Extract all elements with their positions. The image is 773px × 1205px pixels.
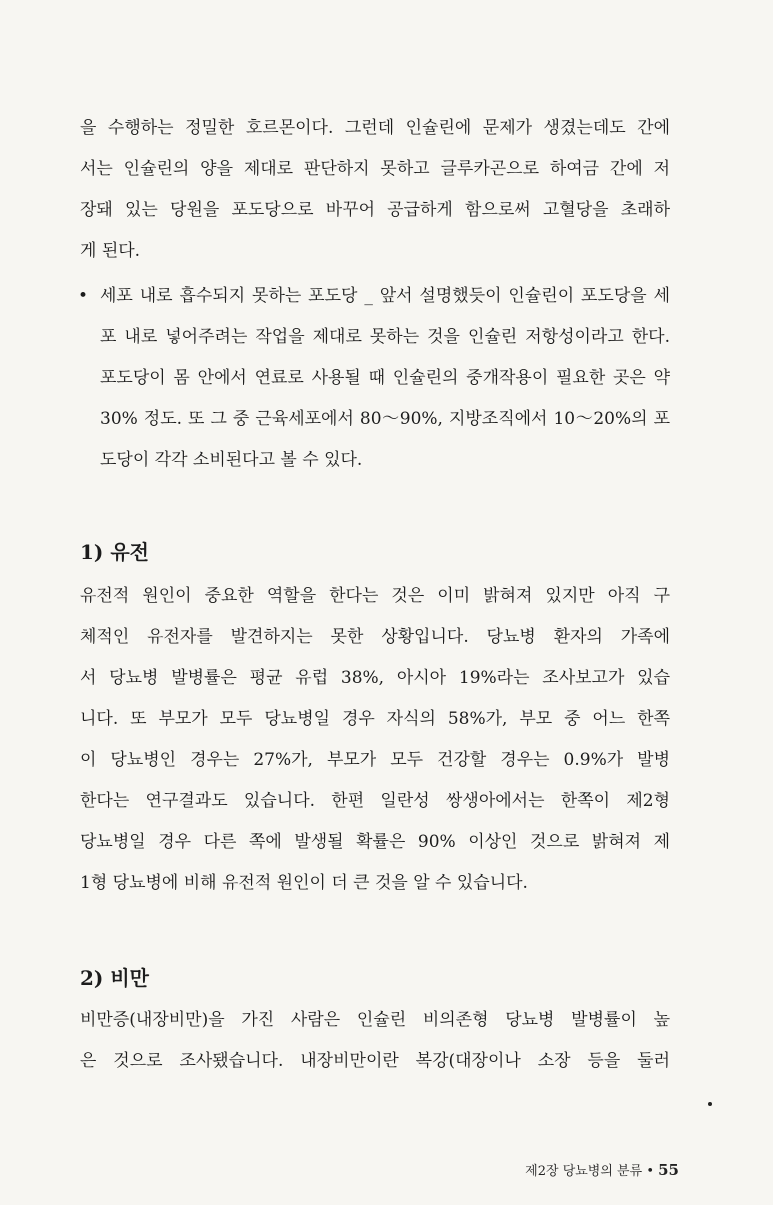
bullet-marker: • (78, 286, 89, 306)
bullet-paragraph (80, 276, 670, 481)
footer-separator: • (646, 1164, 654, 1179)
ink-speck (708, 1102, 712, 1106)
intro-paragraph (80, 108, 670, 272)
genetics-paragraph (80, 576, 670, 904)
text-line: 유전적 원인이 중요한 역할을 한다는 것은 이미 밝혀져 있지만 아직 구 (80, 586, 670, 606)
text-line: 은 것으로 조사됐습니다. 내장비만이란 복강(대장이나 소장 등을 둘러 (80, 1051, 670, 1071)
footer-chapter-title: 제2장 당뇨병의 분류 (525, 1164, 643, 1179)
text-line: 포도당이 몸 안에서 연료로 사용될 때 인슐린의 중개작용이 필요한 곳은 약 (100, 368, 670, 388)
text-line: 세포 내로 흡수되지 못하는 포도당 _ 앞서 설명했듯이 인슐린이 포도당을 세 (100, 286, 670, 306)
text-line: 장돼 있는 당원을 포도당으로 바꾸어 공급하게 함으로써 고혈당을 초래하 (80, 200, 670, 220)
text-line: 도당이 각각 소비된다고 볼 수 있다. (100, 450, 363, 470)
text-line: 당뇨병일 경우 다른 쪽에 발생될 확률은 90% 이상인 것으로 밝혀져 제 (80, 832, 670, 852)
section-heading-obesity: 2) 비만 (80, 966, 149, 990)
text-line: 한다는 연구결과도 있습니다. 한편 일란성 쌍생아에서는 한쪽이 제2형 (80, 791, 670, 811)
text-line: 서는 인슐린의 양을 제대로 판단하지 못하고 글루카곤으로 하여금 간에 저 (80, 159, 670, 179)
text-line: 비만증(내장비만)을 가진 사람은 인슐린 비의존형 당뇨병 발병률이 높 (80, 1010, 670, 1030)
text-line: 니다. 또 부모가 모두 당뇨병일 경우 자식의 58%가, 부모 중 어느 한쪽 (80, 709, 670, 729)
text-line: 게 된다. (80, 241, 141, 261)
text-line: 이 당뇨병인 경우는 27%가, 부모가 모두 건강할 경우는 0.9%가 발병 (80, 750, 670, 770)
text-line: 서 당뇨병 발병률은 평균 유럽 38%, 아시아 19%라는 조사보고가 있습 (80, 668, 670, 688)
text-line: 을 수행하는 정밀한 호르몬이다. 그런데 인슐린에 문제가 생겼는데도 간에 (80, 118, 670, 138)
text-line: 체적인 유전자를 발견하지는 못한 상황입니다. 당뇨병 환자의 가족에 (80, 627, 670, 647)
section-heading-genetics: 1) 유전 (80, 540, 149, 564)
running-footer (525, 1161, 679, 1181)
text-line: 포 내로 넣어주려는 작업을 제대로 못하는 것을 인슐린 저항성이라고 한다. (100, 327, 670, 347)
obesity-paragraph (80, 1000, 670, 1082)
page-number: 55 (658, 1161, 679, 1179)
text-line: 1형 당뇨병에 비해 유전적 원인이 더 큰 것을 알 수 있습니다. (80, 873, 528, 893)
text-line: 30% 정도. 또 그 중 근육세포에서 80～90%, 지방조직에서 10～20%의 포 (100, 409, 670, 429)
